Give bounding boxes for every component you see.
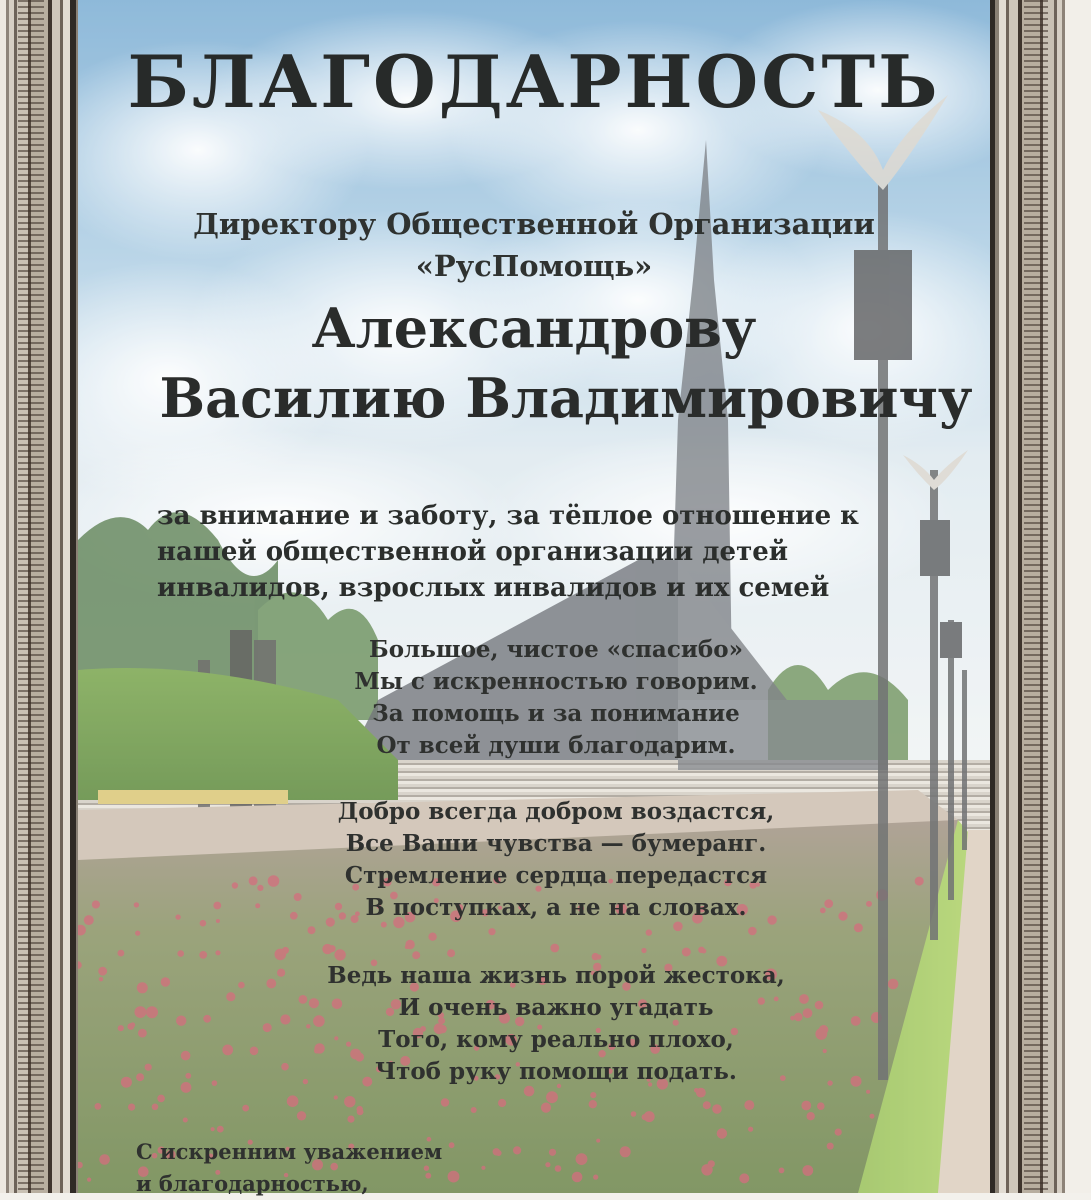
poem-line: Стремление сердца передастся <box>344 862 768 889</box>
poem-stanza-3 <box>100 960 1012 1088</box>
closing-line: и благодарностью, <box>136 1171 369 1196</box>
poem-line: Все Ваши чувства — бумеранг. <box>345 830 767 857</box>
poem-line: Того, кому реально плохо, <box>378 1026 734 1053</box>
frame-border-left <box>0 0 78 1193</box>
gratitude-message <box>157 498 859 606</box>
poem-line: От всей души благодарим. <box>376 732 736 759</box>
recipient-position: Директору Общественной Организации <box>193 207 875 241</box>
poem-line: За помощь и за понимание <box>372 700 740 727</box>
poem-line: Ведь наша жизнь порой жестока, <box>327 962 785 989</box>
recipient-surname: Александрову <box>311 296 757 360</box>
poem-line: Добро всегда добром воздастся, <box>337 798 775 825</box>
poem-line: Чтоб руку помощи подать. <box>375 1058 737 1085</box>
recipient-given-names: Василию Владимировичу <box>159 366 973 430</box>
recipient-organization: «РусПомощь» <box>415 249 653 283</box>
message-line: нашей общественной организации детей <box>157 537 789 567</box>
message-line: за внимание и заботу, за тёплое отношение к <box>157 501 859 531</box>
closing-line: С искренним уважением <box>136 1139 443 1164</box>
poem-line: В поступках, а не на словах. <box>365 894 747 921</box>
poem-line: Большое, чистое «спасибо» <box>369 636 743 663</box>
poem-stanza-2 <box>100 796 1012 924</box>
certificate-title: БЛАГОДАРНОСТЬ <box>127 39 941 124</box>
poem-stanza-1 <box>100 634 1012 762</box>
poem-line: Мы с искренностью говорим. <box>354 668 758 695</box>
closing-signature <box>136 1136 442 1200</box>
message-line: инвалидов, взрослых инвалидов и их семей <box>157 573 830 603</box>
poem-line: И очень важно угадать <box>398 994 714 1021</box>
